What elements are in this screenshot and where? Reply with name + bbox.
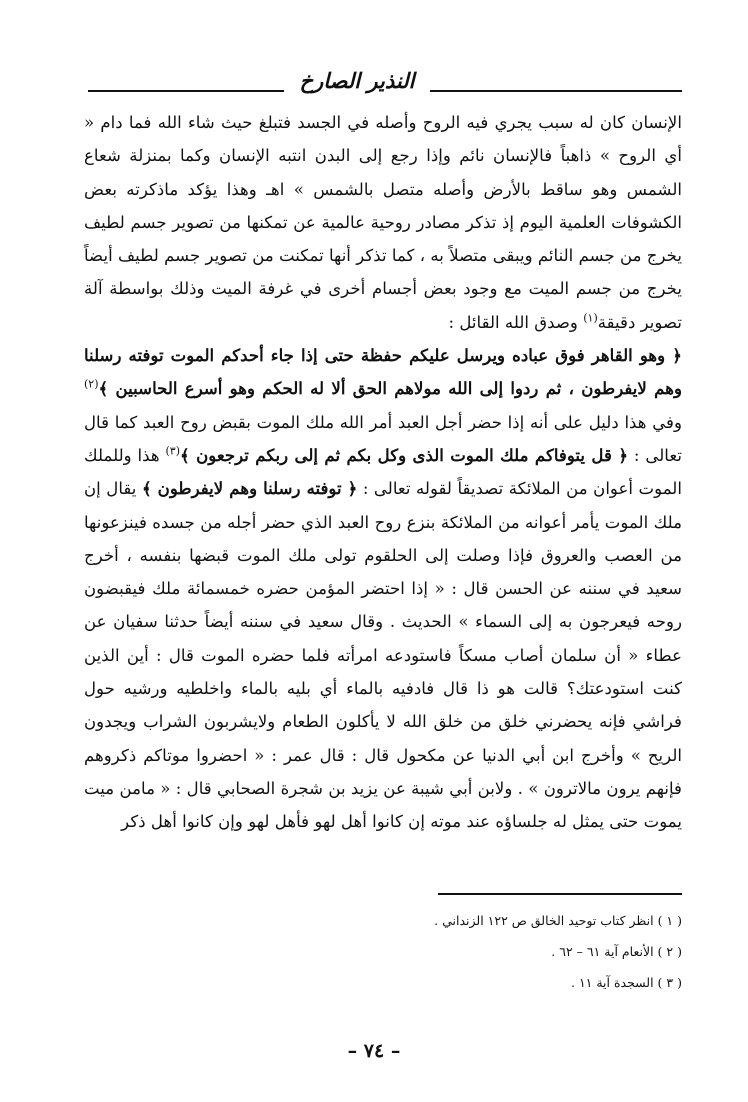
paragraph (84, 339, 682, 838)
footnote-marker-3: (٣) (165, 444, 180, 458)
main-text (84, 106, 682, 839)
running-header-title: النذير الصارخ (299, 68, 415, 93)
footnote-marker-1: (١) (583, 311, 598, 325)
header-rule-right (430, 90, 682, 92)
paragraph (84, 106, 682, 339)
header-rule-left (88, 90, 284, 92)
page-number: – ٧٤ – (347, 1040, 401, 1062)
footnotes (84, 905, 682, 998)
footnote: ( ٣ ) السجدة آية ١١ . (570, 975, 682, 990)
text-segment: وفي هذا دليل على أنه إذا حضر أجل العبد أمر الله ملك الموت بقبض روح العبد كما قال تعالى : (84, 412, 682, 465)
text-segment: هذا وللملك الموت أعوان من الملائكة تصديقاً لقوله تعالى : (84, 445, 682, 499)
quran-quote: ﴿ توفته رسلنا وهم لايفرطون ﴾ (141, 478, 358, 499)
footnote: ( ١ ) انظر كتاب توحيد الخالق ص ١٢٢ الزنداني . (434, 913, 682, 928)
text-segment: الإنسان كان له سبب يجري فيه الروح وأصله في الجسد فتبلغ حيث شاء الله فما دام « أي الروح » ذاهباً فالإنسان نائم وإذا رجع إلى البدن انتبه الإنسان وكما بمنزلة شعاع الشمس وهو ساقط بالأرض وأصله متصل بالشمس » اهـ وهذا يؤكد ماذكرته بعض الكشوفات العلمية اليوم إذ تذكر مصادر روحية عالمية عن تمكنها من تصوير جسم لطيف يخرج من جسم النائم ويبقى متصلاً به ، كما تذكر أنها تمكنت من تصوير جسم لطيف أيضاً يخرج من جسم الميت مع وجود بعض أجسام أخرى في غرفة الميت وذلك بواسطة آلة تصوير دقيقة (84, 113, 682, 332)
footnote-marker-2: (٢) (84, 377, 99, 391)
text-segment: يقال إن ملك الموت يأمر أعوانه من الملائكة بنزع روح العبد الذي حضر أجله من جسده فينزعونها من العصب والعروق فإذا وصلت إلى الحلقوم تولى ملك الموت قبضها بنفسه ، أخرج سعيد في سننه عن الحسن قال : « إذا احتضر المؤمن حضره خمسمائة ملك فيقبضون روحه فيعرجون به إلى السماء » الحديث . وقال سعيد في سننه أيضاً حدثنا سفيان عن عطاء « أن سلمان أصاب مسكاً فاستودعه امرأته فلما حضره الموت قال : أين الذين كنت استودعتك؟ قالت هو ذا قال فادفيه بالماء أي بليه بالماء واخلطيه ورشيه حول فراشي فإنه يحضرني خلق من خلق الله لا يأكلون الطعام ولايشربون الشراب ويجدون الريح » وأخرج ابن أبي الدنيا عن مكحول قال : قال عمر : « احضروا موتاكم ذكروهم فإنهم يرون مالاترون » . ولابن أبي شيبة عن يزيد بن شجرة الصحابي قال : « مامن ميت يموت حتى يمثل له جلساؤه عند موته إن كانوا أهل لهو فأهل لهو وإن كانوا أهل ذكر (84, 479, 682, 832)
quran-quote: ﴿ وهو القاهر فوق عباده ويرسل عليكم حفظة حتى إذا جاء أحدكم الموت توفته رسلنا وهم لايفرطون ، ثم ردوا إلى الله مولاهم الحق ألا له الحكم وهو أسرع الحاسبين ﴾ (84, 345, 682, 399)
quran-quote: ﴿ قل يتوفاكم ملك الموت الذى وكل بكم ثم إلى ربكم ترجعون ﴾ (180, 444, 629, 465)
footnote-divider (438, 893, 682, 895)
text-segment: وصدق الله القائل : (448, 312, 584, 332)
footnote: ( ٢ ) الأنعام آية ٦١ – ٦٢ . (551, 944, 682, 959)
